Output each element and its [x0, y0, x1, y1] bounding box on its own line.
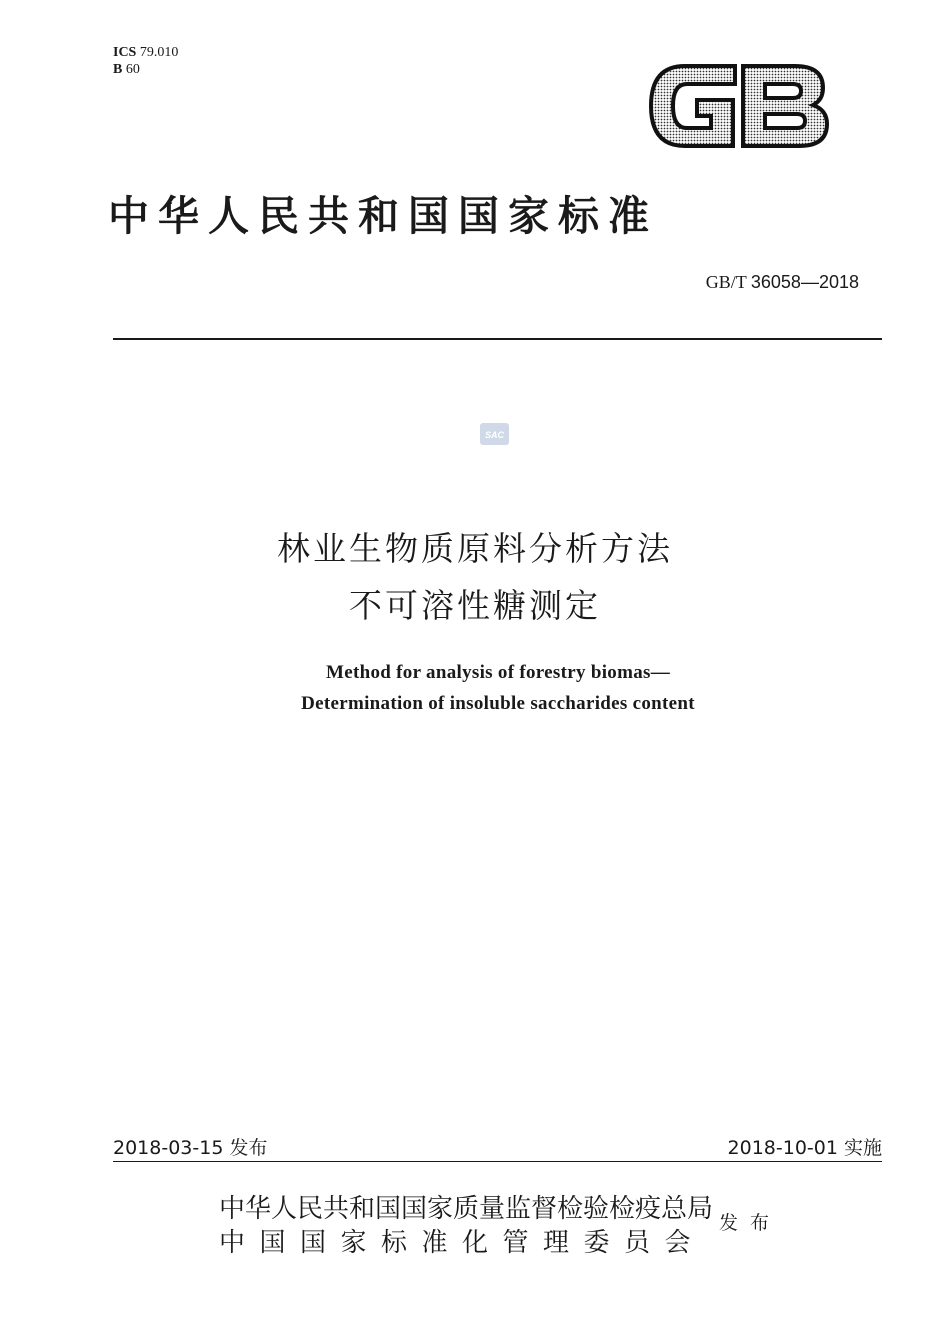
national-standard-title: 中华人民共和国国家标准 — [108, 192, 658, 240]
chinese-title-line1: 林业生物质原料分析方法 — [277, 529, 673, 568]
standard-prefix: GB/T — [705, 272, 747, 292]
ics-label: ICS — [113, 45, 137, 60]
bottom-divider — [113, 1161, 882, 1162]
issuer-aqsiq: 中华人民共和国国家质量监督检验检疫总局 — [219, 1194, 714, 1224]
english-title-line2: Determination of insoluble saccharides content — [301, 693, 695, 714]
gb-logo-icon — [645, 58, 831, 154]
ccs-value: 60 — [125, 62, 140, 77]
standard-code: 36058—2018 — [750, 272, 859, 292]
issue-date: 2018-03-15 发布 — [113, 1137, 268, 1159]
ics-value: 79.010 — [139, 45, 179, 60]
chinese-title-line2: 不可溶性糖测定 — [349, 586, 601, 625]
english-title-line1: Method for analysis of forestry biomas— — [325, 662, 670, 683]
top-divider — [113, 338, 882, 340]
ics-classification — [113, 44, 178, 78]
ccs-label: B — [113, 62, 123, 77]
publish-label: 发布 — [719, 1212, 782, 1234]
sac-watermark-text: SAC — [484, 430, 505, 440]
sac-watermark-icon — [480, 423, 509, 445]
standard-number — [706, 272, 859, 293]
implementation-date: 2018-10-01 实施 — [727, 1137, 882, 1159]
issuer-sac: 中国国家标准化管理委员会 — [219, 1228, 706, 1258]
